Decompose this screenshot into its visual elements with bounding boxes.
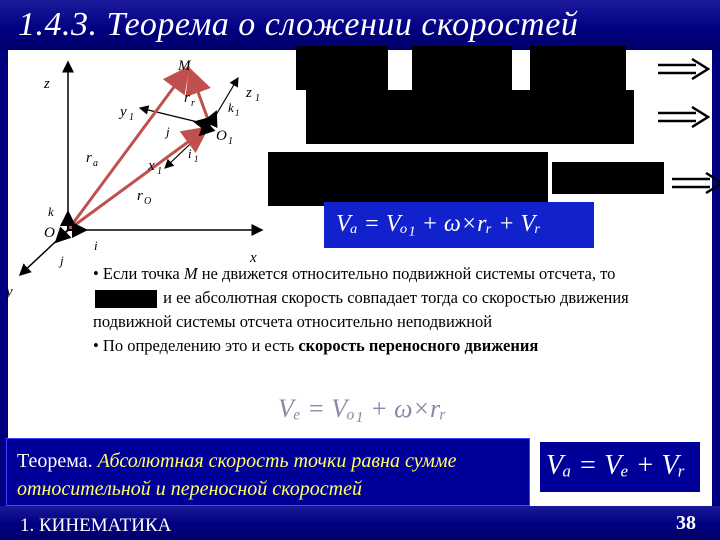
label-O: O bbox=[44, 225, 55, 241]
body-text: • Если точка M не движется относительно подвижной системы отсчета, то и ее абсолютная скорость совпадает тогда со скоростью движения подвижной системы отсчета относительно неподвижной • По определению это и есть скорость переносного движения bbox=[93, 264, 629, 355]
hidden-formula-1b bbox=[412, 46, 512, 90]
label-O1-sub: 1 bbox=[228, 136, 233, 147]
i1-vector bbox=[200, 125, 210, 135]
hidden-formula-3 bbox=[268, 152, 548, 206]
label-j1: j bbox=[166, 124, 170, 139]
footer-bar bbox=[0, 506, 720, 540]
label-i1: i bbox=[188, 146, 192, 161]
label-i: i bbox=[94, 238, 98, 253]
label-k: k bbox=[48, 204, 54, 219]
label-z: z bbox=[44, 76, 50, 92]
label-k1-sub: 1 bbox=[235, 108, 240, 118]
hidden-formula-inline bbox=[95, 290, 157, 308]
theorem-statement: Абсолютная скорость точки равна сумме относительной и переносной скоростей bbox=[17, 450, 457, 500]
absolute-velocity-formula bbox=[324, 202, 594, 248]
label-rO1: r bbox=[137, 188, 143, 204]
right-border bbox=[712, 50, 720, 510]
theorem-formula: Vₐ = Vₑ + Vᵣ bbox=[540, 442, 700, 492]
label-y1: y bbox=[120, 104, 127, 120]
label-i1-sub: 1 bbox=[194, 154, 199, 164]
hidden-formula-1c bbox=[530, 46, 626, 90]
transport-velocity-formula: Vₑ = Vₒ₁ + ω×rᵣ bbox=[270, 390, 470, 428]
label-ra: r bbox=[86, 150, 92, 166]
label-y1-sub: 1 bbox=[129, 112, 134, 123]
j-vector bbox=[56, 230, 68, 242]
label-x1: x bbox=[148, 158, 155, 174]
label-y: y bbox=[6, 284, 13, 300]
label-x1-sub: 1 bbox=[157, 166, 162, 177]
implies-arrow-icon bbox=[658, 58, 710, 80]
formula-text: Vₐ = Vₒ₁ + ω×rᵣ + Vᵣ bbox=[336, 211, 542, 237]
label-rr: r bbox=[184, 90, 190, 106]
label-z1-sub: 1 bbox=[255, 93, 260, 104]
hidden-formula-2 bbox=[306, 90, 634, 144]
section-label: 1. КИНЕМАТИКА bbox=[20, 515, 172, 536]
label-rO1-sub: O bbox=[144, 196, 152, 207]
label-ra-sub: a bbox=[93, 158, 98, 169]
label-O1: O bbox=[216, 128, 227, 144]
implies-arrow-icon bbox=[658, 106, 710, 128]
hidden-formula-4 bbox=[552, 162, 664, 194]
k1-vector bbox=[210, 112, 216, 125]
label-k1: k bbox=[228, 100, 234, 115]
label-j: j bbox=[60, 253, 64, 268]
rO1-vector bbox=[68, 128, 207, 230]
label-rr-sub: r bbox=[191, 98, 195, 109]
theorem-label: Теорема. bbox=[17, 450, 93, 472]
page-number: 38 bbox=[676, 512, 696, 534]
ra-vector bbox=[68, 68, 188, 230]
label-M: M bbox=[178, 58, 191, 74]
slide-title: 1.4.3. Теорема о сложении скоростей bbox=[18, 6, 579, 43]
label-x: x bbox=[250, 250, 257, 266]
hidden-formula-1a bbox=[296, 46, 388, 90]
label-z1: z bbox=[246, 85, 252, 101]
title-bar bbox=[0, 0, 720, 50]
theorem-box bbox=[6, 438, 530, 506]
implies-arrow-icon bbox=[672, 172, 720, 194]
